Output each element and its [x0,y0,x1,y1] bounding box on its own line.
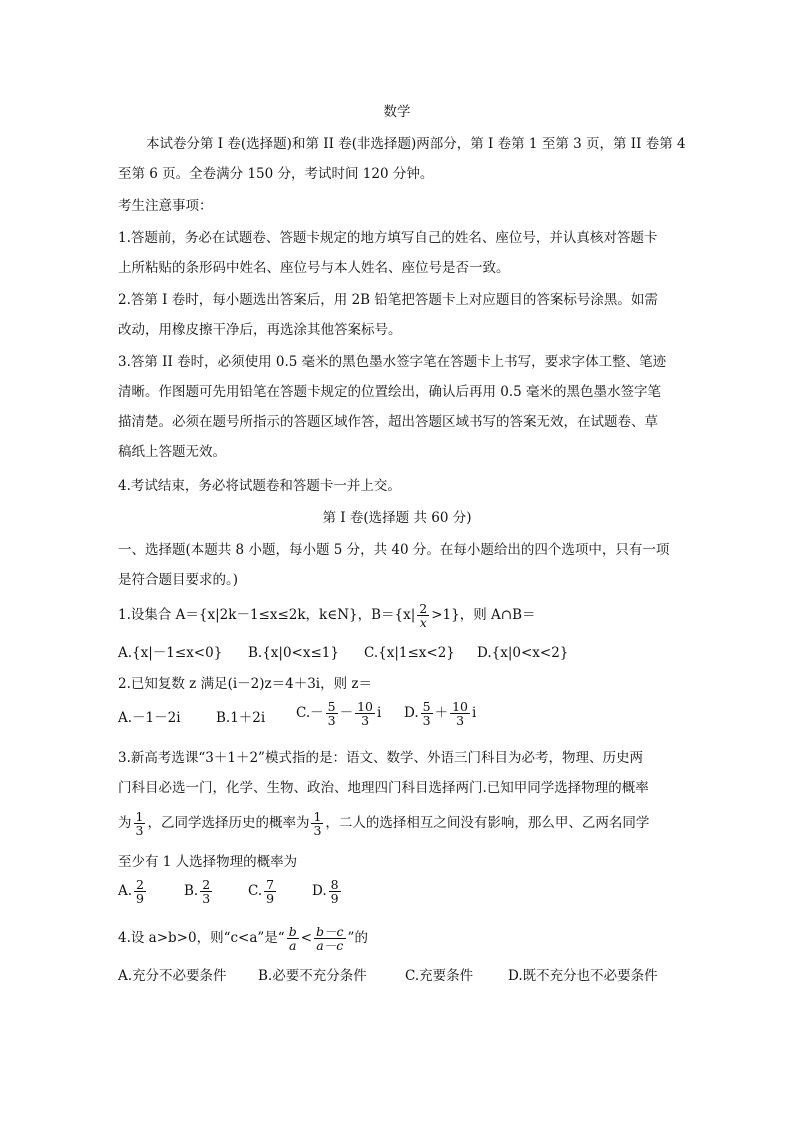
fraction [355,700,375,727]
denominator: 3 [313,823,322,838]
text: 为 [118,815,132,831]
numerator: 10 [357,699,373,714]
denominator: 3 [135,823,144,838]
denominator: 9 [136,891,144,906]
label: B. [184,883,199,899]
numerator: 7 [266,877,275,892]
label: D. [404,705,419,721]
imag-unit: i [472,705,477,721]
fraction [287,925,299,952]
numerator: 1 [135,809,144,824]
numerator: 8 [330,877,339,892]
numerator: b [288,924,297,939]
notice-line: 上所粘贴的条形码中姓名、座位号与本人姓名、座位号是否一致。 [118,260,510,276]
notice-line: 稿纸上答题无效。 [118,444,226,460]
q3-option-b [184,878,214,905]
fraction [421,700,433,727]
notice-line: 3.答第 II 卷时，必须使用 0.5 毫米的黑色墨水签字笔在答题卡上书写，要求字体工整、笔迹 [118,354,667,370]
fraction [134,878,146,905]
numerator: b－c [316,924,344,939]
denominator: 3 [456,713,465,728]
section-instruction: 是符合题目要求的。) [118,572,239,588]
q4-option-a: A.充分不必要条件 [118,968,227,984]
q1-option-b: B.{x|0<x≤1} [248,645,339,661]
notice-line: 2.答第 I 卷时，每小题选出答案后，用 2B 铅笔把答题卡上对应题目的答案标号涂黑。如需 [118,292,658,308]
denominator: 9 [330,891,339,906]
label: C. [248,883,263,899]
numerator: 2 [202,877,211,892]
q2-option-c [296,700,381,727]
label: A. [118,883,133,899]
denominator: a－c [316,938,344,953]
fraction [417,602,429,629]
q3-option-a [118,878,148,905]
numerator: 1 [313,809,322,824]
text: ”的 [347,930,368,946]
question-2-stem: 2.已知复数 z 满足(i－2)z＝4＋3i，则 z＝ [118,676,373,692]
denominator: x [419,615,427,630]
q2-option-b: B.1＋2i [216,710,266,726]
notice-line: 改动，用橡皮擦干净后，再选涂其他答案标号。 [118,322,402,338]
label: C.－ [296,705,324,721]
q1-pre: 1.设集合 A＝{x|2k－1≤x≤2k，k∈N}，B＝{x| [118,607,416,623]
fraction [134,810,146,837]
intro-line-2: 至第 6 页。全卷满分 150 分，考试时间 120 分钟。 [118,166,434,182]
q1-option-d: D.{x|0<x<2} [477,645,569,661]
notice-line: 清晰。作图题可先用铅笔在答题卡规定的位置绘出，确认后再用 0.5 毫米的黑色墨水签字笔 [118,384,662,400]
fraction [314,925,346,952]
label: D. [312,883,327,899]
question-3-line: 至少有 1 人选择物理的概率为 [118,854,298,870]
text: ，乙同学选择历史的概率为 [147,815,310,831]
fraction [326,700,338,727]
operator: < [300,930,313,946]
imag-unit: i [377,705,382,721]
q2-option-a: A.－1－2i [118,710,181,726]
notice-line: 1.答题前，务必在试题卷、答题卡规定的地方填写自己的姓名、座位号，并认真核对答题卡 [118,230,658,246]
question-3-line: 3.新高考选课“3＋1＋2”模式指的是：语文、数学、外语三门科目为必考，物理、历史两 [118,750,643,766]
q2-option-d [404,700,476,727]
numerator: 5 [327,699,336,714]
denominator: 9 [266,891,275,906]
fraction [311,810,323,837]
fraction [200,878,212,905]
q4-option-c: C.充要条件 [405,968,474,984]
numerator: 10 [452,699,468,714]
intro-line-1: 本试卷分第 I 卷(选择题)和第 II 卷(非选择题)两部分，第 I 卷第 1 至第 3 页，第 II 卷第 4 [146,136,686,152]
question-1-stem [118,602,536,629]
numerator: 5 [422,699,431,714]
denominator: a [288,938,297,953]
operator: － [339,705,354,721]
text: ，二人的选择相互之间没有影响，那么甲、乙两名同学 [325,815,650,831]
fraction [329,878,341,905]
question-3-line: 门科目必选一门，化学、生物、政治、地理四门科目选择两门.已知甲同学选择物理的概率 [118,780,649,796]
fraction [450,700,470,727]
denominator: 3 [202,891,211,906]
denominator: 3 [327,713,336,728]
notice-line: 4.考试结束，务必将试题卷和答题卡一并上交。 [118,478,401,494]
denominator: 3 [422,713,431,728]
numerator: 2 [419,601,428,616]
q1-post: >1}，则 A∩B＝ [431,607,536,623]
numerator: 2 [136,877,144,892]
page-title: 数学 [383,104,411,120]
q4-option-d: D.既不充分也不必要条件 [508,968,658,984]
notice-line: 描清楚。必须在题号所指示的答题区域作答，超出答题区域书写的答案无效，在试题卷、草 [118,414,658,430]
notice-heading: 考生注意事项： [118,198,213,214]
operator: ＋ [434,705,449,721]
text: 4.设 a>b>0，则“c<a”是“ [118,930,285,946]
section-title: 第 I 卷(选择题 共 60 分) [322,510,472,526]
fraction [264,878,276,905]
q4-option-b: B.必要不充分条件 [258,968,367,984]
q3-option-d [312,878,343,905]
section-instruction: 一、选择题(本题共 8 小题，每小题 5 分，共 40 分。在每小题给出的四个选项中，只有一项 [118,542,670,558]
denominator: 3 [361,713,370,728]
q3-option-c [248,878,278,905]
q1-option-a: A.{x|－1≤x<0} [118,645,223,661]
question-3-line [118,810,649,837]
q1-option-c: C.{x|1≤x<2} [364,645,455,661]
question-4-stem [118,925,368,952]
